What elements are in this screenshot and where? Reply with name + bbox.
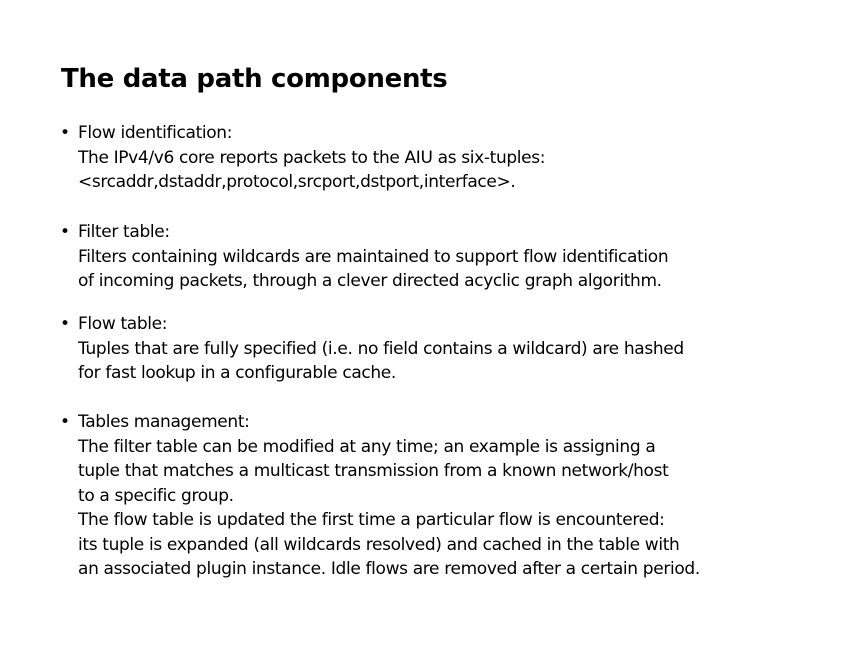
bullet-text-line: for fast lookup in a configurable cache.: [78, 363, 396, 383]
bullet-marker: •: [60, 222, 70, 242]
bullet-heading: Flow table:: [78, 314, 168, 334]
bullet-flow-table: [60, 312, 840, 386]
bullet-text-line: of incoming packets, through a clever directed acyclic graph algorithm.: [78, 271, 662, 291]
bullet-text-line: Tuples that are fully specified (i.e. no field contains a wildcard) are hashed: [78, 338, 684, 359]
bullet-tables-management: [60, 410, 840, 582]
slide-title: The data path components: [61, 64, 448, 94]
bullet-marker: •: [60, 412, 70, 432]
bullet-flow-identification: [60, 121, 840, 195]
bullet-text-line: <srcaddr,dstaddr,protocol,srcport,dstport,interface>.: [78, 172, 516, 192]
bullet-text-line: The filter table can be modified at any time; an example is assigning a: [78, 436, 656, 457]
bullet-text-line: an associated plugin instance. Idle flows are removed after a certain period.: [78, 559, 700, 579]
bullet-text-line: Filters containing wildcards are maintained to support flow identification: [78, 246, 669, 267]
bullet-text-line: its tuple is expanded (all wildcards resolved) and cached in the table with: [78, 534, 680, 555]
bullet-filter-table: [60, 220, 840, 294]
bullet-heading: Flow identification:: [78, 123, 233, 143]
bullet-marker: •: [60, 123, 70, 143]
bullet-text-line: The flow table is updated the first time a particular flow is encountered:: [78, 510, 665, 530]
bullet-heading: Tables management:: [78, 412, 250, 432]
bullet-marker: •: [60, 314, 70, 334]
bullet-heading: Filter table:: [78, 222, 170, 242]
bullet-text-line: to a specific group.: [78, 485, 234, 506]
bullet-text-line: tuple that matches a multicast transmission from a known network/host: [78, 461, 669, 481]
bullet-text-line: The IPv4/v6 core reports packets to the AIU as six-tuples:: [78, 147, 546, 168]
